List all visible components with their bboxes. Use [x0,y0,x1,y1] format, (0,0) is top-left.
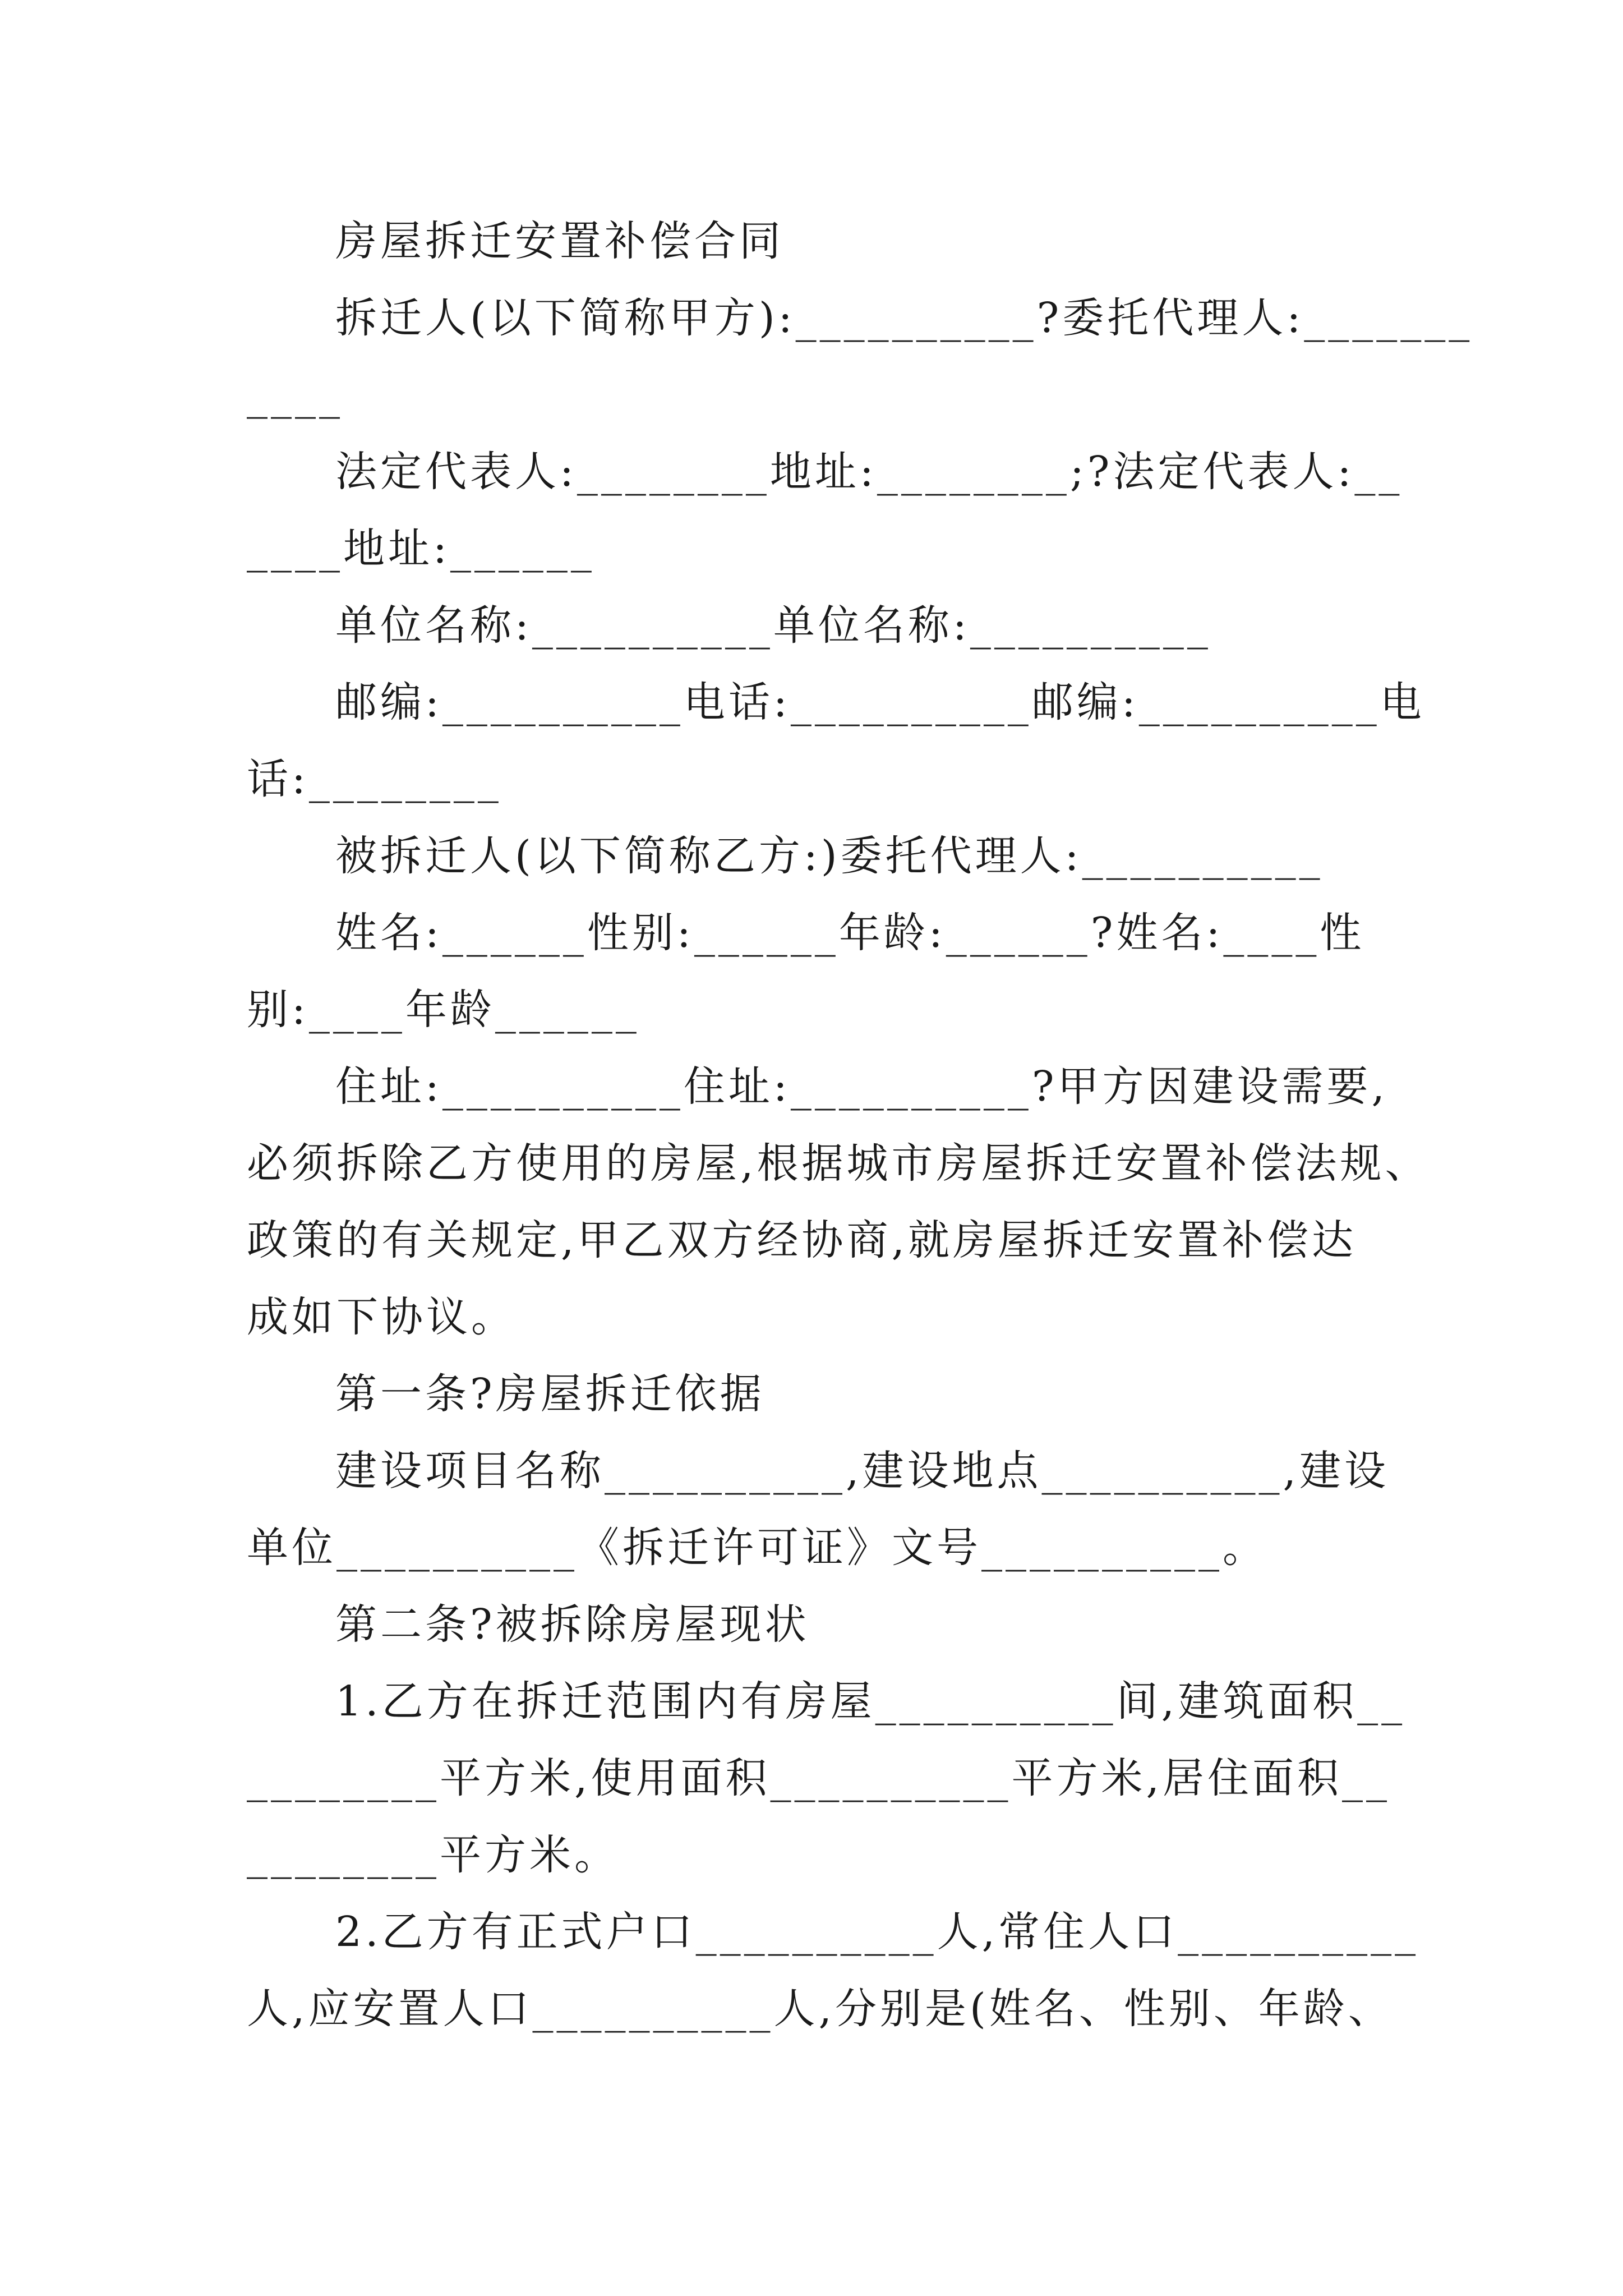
text-line: ________平方米。 [247,1831,619,1879]
text-line: 单位名称:__________单位名称:__________ [335,601,1211,650]
text-line: 必须拆除乙方使用的房屋,根据城市房屋拆迁安置补偿法规、 [247,1139,1430,1188]
text-line: 2.乙方有正式户口__________人,常住人口__________ [335,1908,1419,1956]
text-line: 政策的有关规定,甲乙双方经协商,就房屋拆迁安置补偿达 [247,1216,1357,1264]
document-title: 房屋拆迁安置补偿合同 [335,217,784,265]
text-line: ____ [247,371,343,419]
text-line: 成如下协议。 [247,1293,516,1341]
text-line: ____地址:______ [247,524,595,573]
text-line: 人,应安置人口__________人,分别是(姓名、性别、年龄、 [247,1985,1393,2033]
text-line: 邮编:__________电话:__________邮编:__________电 [335,678,1425,726]
text-line: 建设项目名称__________,建设地点__________,建设 [335,1447,1390,1495]
text-line: 1.乙方在拆迁范围内有房屋__________间,建筑面积__ [335,1677,1406,1726]
text-line: ________平方米,使用面积__________平方米,居住面积__ [247,1754,1391,1802]
text-line: 拆迁人(以下简称甲方):__________?委托代理人:_______ [335,294,1473,342]
text-line: 话:________ [247,755,502,803]
section-heading: 第一条?房屋拆迁依据 [335,1370,765,1418]
text-line: 单位__________《拆迁许可证》文号__________。 [247,1524,1267,1572]
section-heading: 第二条?被拆除房屋现状 [335,1600,810,1649]
text-line: 姓名:______性别:______年龄:______?姓名:____性 [335,909,1365,957]
text-line: 别:____年龄______ [247,986,640,1034]
text-line: 被拆迁人(以下简称乙方:)委托代理人:__________ [335,832,1324,880]
text-line: 住址:__________住址:__________?甲方因建设需要, [335,1062,1389,1111]
text-line: 法定代表人:________地址:________;?法定代表人:__ [335,448,1403,496]
